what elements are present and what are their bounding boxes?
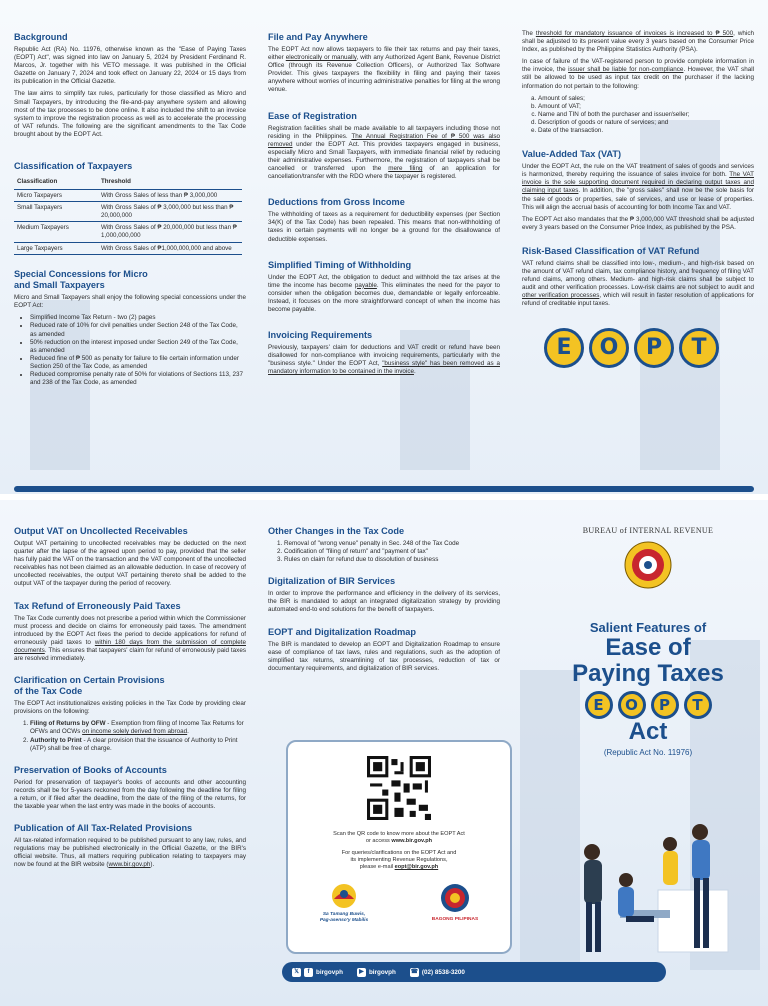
vat-paragraph bbox=[522, 163, 754, 212]
list-item bbox=[30, 737, 246, 753]
title-block bbox=[548, 620, 748, 757]
text-run: . This eliminates the need for the payor to consider when the obligation becomes due, demandable or legally enforceable. Instead, it focuses on the more straightforward concept of when the income has become payable. bbox=[268, 281, 500, 313]
file-pay-paragraph bbox=[268, 46, 500, 95]
table-cell: Medium Taxpayers bbox=[14, 222, 98, 242]
deductions-heading: Deductions from Gross Income bbox=[268, 197, 405, 208]
heading-line: Special Concessions for Micro bbox=[14, 269, 148, 280]
qr-scan-line bbox=[288, 838, 510, 845]
list-item: c. Name and TIN of both the purchaser and issuer/seller; bbox=[538, 111, 754, 119]
preservation-paragraph: Period for preservation of taxpayer's books of accounts and other accounting records shall be for 5-years reckoned from the day following the deadline for filing a return, or if filed after the deadline, from the date of the filing of the returns, for the taxable year when the last entry was made in the books of accounts. bbox=[14, 778, 246, 810]
table-row bbox=[14, 242, 242, 255]
refund-heading: Tax Refund of Erroneously Paid Taxes bbox=[14, 600, 181, 611]
other-changes-heading: Other Changes in the Tax Code bbox=[268, 526, 405, 536]
text-run: , which will result in faster resolution of applications for refund of creditable input taxes. bbox=[522, 292, 754, 308]
text-run: . However, the VAT shall still be allowed to be used as input tax credit on the purchaser if the lacking information do not pertain to the following: bbox=[522, 66, 754, 90]
text-run: - A clear provision that the issuance of Authority to Print (ATP) shall be free of charge. bbox=[30, 736, 238, 752]
list-item: a. Amount of sales; bbox=[538, 95, 754, 103]
text-run: - Exemption from filing of Income Tax Returns for OFWs and OCWs bbox=[30, 720, 244, 736]
column-middle bbox=[268, 526, 500, 677]
eopt-logo bbox=[548, 691, 748, 719]
preservation-heading: Preservation of Books of Accounts bbox=[14, 764, 167, 775]
bagong-pilipinas-icon bbox=[440, 883, 470, 913]
column-left bbox=[14, 526, 246, 873]
front-panel bbox=[0, 0, 768, 494]
campaign-caption: Pag-asenso'y Mabilis bbox=[319, 917, 369, 923]
digitalization-heading: Digitalization of BIR Services bbox=[268, 576, 396, 587]
bold-text: Authority to Print bbox=[30, 736, 82, 744]
file-pay-heading: File and Pay Anywhere bbox=[268, 32, 368, 42]
withholding-paragraph bbox=[268, 274, 500, 314]
table-cell: With Gross Sales of less than ₱ 3,000,000 bbox=[98, 189, 242, 202]
text-run: Previously, taxpayers' claim for deductions and VAT credit or refund have been disallowed for non-compliance with invoicing requirements, particularly with the "business style." Under the EOPT Act, bbox=[268, 344, 500, 368]
text-run: or access bbox=[365, 838, 392, 844]
text-run: In case of failure of the VAT-registered person to provide complete information in the invoice, the bbox=[522, 58, 754, 74]
bir-header bbox=[548, 526, 748, 594]
bold-text: Filing of Returns by OFW bbox=[30, 720, 106, 728]
publication-paragraph bbox=[14, 837, 246, 869]
email-link[interactable]: eopt@bir.gov.ph bbox=[394, 864, 439, 870]
column-middle bbox=[268, 32, 500, 380]
campaign-logo-icon bbox=[327, 883, 361, 909]
phone-icon: ☎ bbox=[410, 968, 419, 975]
list-item: • Reduced fine of ₱ 500 as penalty for failure to file certain information under Section 250 of the Tax Code, as amended bbox=[30, 355, 246, 371]
text-run: , with any Authorized Agent Bank, Revenue District Office (through its Revenue Collection Officers), or Authorized Tax Software Provider. This gives taxpayers the flexibility in filing and paying their taxes anywhere without worries of incurring administrative penalties for filing at the wrong venue. bbox=[268, 54, 500, 94]
refund-paragraph bbox=[14, 615, 246, 664]
heading-line: of the Tax Code bbox=[14, 686, 83, 697]
roadmap-heading: EOPT and Digitalization Roadmap bbox=[268, 626, 417, 637]
query-line bbox=[288, 864, 510, 871]
eopt-letter-e: E bbox=[585, 691, 613, 719]
eopt-letter-p: P bbox=[634, 328, 674, 368]
text-run: Under the EOPT Act, the obligation to deduct and withhold the tax arises at the time the income has become bbox=[268, 273, 500, 289]
footer-contact-bar bbox=[282, 962, 666, 982]
digitalization-paragraph: In order to improve the performance and efficiency in the delivery of its services, the BIR is mandated to adopt an integrated digitalization strategy by providing automated end-to end solutions for the benefit of taxpayers. bbox=[268, 590, 500, 614]
failure-paragraph bbox=[522, 58, 754, 90]
channel-handle[interactable] bbox=[357, 968, 396, 977]
video-channel-icon: ▶ bbox=[357, 968, 366, 977]
title-line: Ease of bbox=[605, 634, 691, 661]
table-cell: Large Taxpayers bbox=[14, 242, 98, 255]
list-item: • Simplified Income Tax Return - two (2) pages bbox=[30, 314, 246, 322]
text-run: of an application for cancellation/transfer with the RDO where the taxpayer is registered. bbox=[268, 165, 501, 181]
background-paragraph: The law aims to simplify tax rules, particularly for those classified as Micro and Small Taxpayers, by introducing the file-and-pay anywhere system and allowing most of the tax processes to be done online. It also included the shift to an invoice system to improve the registration process as well as to accelerate the processing of VAT refunds. The following are the significant amendments to the Tax Code brought about by the EOPT Act. bbox=[14, 90, 246, 138]
list-item: • 50% reduction on the interest imposed under Section 249 of the Tax Code, as amended bbox=[30, 339, 246, 355]
list-item: d. Description of goods or nature of services; and bbox=[538, 119, 754, 127]
text-run: All tax-related information required to be published pursuant to any law, rules, and regulations may be published electronically in the Official Gazette, or the BIR's official website. Thus, all matters requiring publication relating to taxpayers may now be found at the BIR website ( bbox=[14, 837, 246, 869]
eopt-logo bbox=[544, 328, 754, 368]
invoicing-paragraph bbox=[268, 344, 500, 376]
clarification-heading bbox=[14, 675, 246, 697]
underlined-text: on income solely derived from abroad bbox=[82, 728, 188, 736]
text-run: The bbox=[522, 30, 536, 37]
x-twitter-icon: 𝕏 bbox=[292, 968, 301, 977]
underlined-text: payable bbox=[354, 281, 377, 289]
text-run: VAT refund claims shall be classified into low-, medium-, and high-risk based on the amount of VAT refund claim, tax compliance history, and frequency of filing VAT refund claims, among others. Medium- and high-risk claims shall be subject to audit and other verification processes. Low-risk claims are not subject to audit and bbox=[522, 259, 754, 292]
clarification-list bbox=[14, 720, 246, 752]
underlined-text: The VAT invoice is the sole supporting document required in declaring output taxes and claiming input taxes bbox=[522, 171, 754, 195]
website-link[interactable]: www.bir.gov.ph bbox=[108, 861, 151, 869]
back-panel bbox=[0, 500, 768, 1006]
risk-heading: Risk-Based Classification of VAT Refund bbox=[522, 245, 700, 256]
background-heading: Background bbox=[14, 32, 68, 42]
table-row bbox=[14, 189, 242, 202]
bureau-name: BUREAU of INTERNAL REVENUE bbox=[582, 526, 714, 535]
table-cell: Small Taxpayers bbox=[14, 202, 98, 222]
title-line: Act bbox=[628, 718, 668, 745]
list-item: 2. Codification of "filing of return" and "payment of tax" bbox=[284, 548, 500, 556]
eopt-letter-t: T bbox=[684, 691, 712, 719]
phone-contact[interactable] bbox=[410, 968, 465, 977]
background-paragraph: Republic Act (RA) No. 11976, otherwise known as the "Ease of Paying Taxes (EOPT) Act", was signed into law on January 5, 2024 by President Ferdinand R. Marcos, Jr. together with his VETO message. It was published in the Official Gazette on January 7, 2024 and took effect on January 22, 2024 or 15 days from its publication in the Official Gazette. bbox=[14, 46, 246, 86]
qr-card bbox=[286, 740, 512, 954]
query-line: For queries/clarifications on the EOPT Act and bbox=[341, 850, 457, 856]
underlined-text: electronically or manually bbox=[285, 54, 357, 62]
text-run: . bbox=[413, 368, 416, 376]
heading-line: Clarification on Certain Provisions bbox=[14, 675, 165, 686]
table-cell: With Gross Sales of ₱ 3,000,000 but less than ₱ 20,000,000 bbox=[98, 202, 242, 222]
text-run: under the EOPT Act. This provides taxpayers engaged in business, especially Micro and Small Taxpayers, with immediate financial relief by reducing their administrative expenses. Furthermore, the registration of taxpayers shall be cancelled or transferred upon the bbox=[268, 140, 500, 173]
website-link[interactable]: www.bir.gov.ph bbox=[391, 838, 433, 844]
withholding-heading: Simplified Timing of Withholding bbox=[268, 259, 412, 270]
special-concessions-intro: Micro and Small Taxpayers shall enjoy the following special concessions under the EOPT Act: bbox=[14, 294, 246, 310]
registration-paragraph bbox=[268, 125, 500, 182]
bir-seal-icon bbox=[624, 541, 672, 589]
republic-act-number: (Republic Act No. 11976) bbox=[603, 748, 693, 757]
heading-line: and Small Taxpayers bbox=[14, 280, 105, 291]
social-handle[interactable] bbox=[292, 968, 343, 977]
qr-code-icon[interactable] bbox=[367, 756, 431, 820]
text-run: . bbox=[187, 728, 189, 736]
title-line: Salient Features of bbox=[589, 620, 707, 635]
query-line: its implementing Revenue Regulations, bbox=[350, 857, 448, 863]
logo-row bbox=[288, 883, 510, 923]
text-run: The Tax Code currently does not prescribe a period within which the Commissioner must process and decide on claims for erroneously paid taxes. The amendment introduced by the EOPT Act fixes the period to decide applications for refund of erroneously paid taxes to bbox=[14, 614, 246, 646]
table-header-row bbox=[14, 175, 242, 189]
table-row bbox=[14, 222, 242, 242]
phone-number: (02) 8538-3200 bbox=[421, 968, 465, 976]
deductions-paragraph: The withholding of taxes as a requirement for deductibility expenses (per Section 34(K) of the Tax Code) has been repealed. This means that non-withholding of taxes in certain payments will no longer be a ground for the disallowance of deductible expenses. bbox=[268, 211, 500, 243]
invoice-info-list bbox=[522, 95, 754, 135]
people-illustration bbox=[560, 818, 750, 968]
eopt-letter-o: O bbox=[618, 691, 646, 719]
table-row bbox=[14, 202, 242, 222]
eopt-letter-o: O bbox=[589, 328, 629, 368]
text-run: . This ensures that taxpayers' claim for refund of erroneously paid taxes are resolved immediately. bbox=[14, 646, 246, 663]
other-changes-list bbox=[268, 540, 500, 564]
underlined-text: The Annual Registration Fee of ₱ 500 was also removed bbox=[268, 132, 501, 148]
list-item: e. Date of the transaction. bbox=[538, 127, 754, 135]
column-left bbox=[14, 32, 246, 391]
eopt-letter-p: P bbox=[651, 691, 679, 719]
bagong-pilipinas-logo bbox=[432, 883, 478, 923]
campaign-caption: Sa Tamang Buwis, bbox=[322, 912, 366, 917]
channel-handle-text: birgovph bbox=[368, 968, 396, 976]
qr-scan-line: Scan the QR code to know more about the EOPT Act bbox=[333, 831, 465, 837]
invoicing-heading: Invoicing Requirements bbox=[268, 330, 373, 341]
campaign-logo bbox=[320, 883, 368, 923]
threshold-paragraph bbox=[522, 30, 754, 54]
vat-threshold-paragraph: The EOPT Act also mandates that the ₱ 3,000,000 VAT threshold shall be adjusted every 3 years based on the Consumer Price Index, as published by the PSA. bbox=[522, 215, 754, 231]
text-run: , which shall be adjusted to its present value every 3 years based on the Consumer Price Index, as published by the Philippine Statistics Authority (PSA). bbox=[522, 30, 754, 54]
list-item: • Reduced rate of 10% for civil penalties under Section 248 of the Tax Code, as amended bbox=[30, 322, 246, 338]
text-run: ). bbox=[150, 861, 155, 869]
column-right bbox=[522, 30, 754, 368]
text-run: Registration facilities shall be made available to all taxpayers including those not residing in the Philippines. bbox=[268, 124, 500, 140]
publication-heading: Publication of All Tax-Related Provisions bbox=[14, 823, 193, 834]
underlined-text: mere filing bbox=[388, 165, 423, 173]
text-run: The EOPT Act now allows taxpayers to file their tax returns and pay their taxes, either bbox=[268, 46, 500, 62]
output-vat-paragraph: Output VAT pertaining to uncollected receivables may be deducted on the next quarter after the lapse of the agreed upon period to pay, provided that the seller has fully paid the VAT on the transaction and the VAT component of the uncollected receivables has not been claimed as an allowable deduction. In case of recovery of uncollected receivables, the output VAT pertaining thereto shall be added to the output VAT of the taxpayer during the period of recovery. bbox=[14, 540, 246, 588]
list-item: 3. Rules on claim for refund due to dissolution of business bbox=[284, 556, 500, 564]
underlined-text: within 180 days from the submission of complete documents bbox=[14, 638, 246, 654]
title-line: Paying Taxes bbox=[572, 660, 724, 687]
text-run: . In addition, the "gross sales" shall now be the sole basis for the sale of goods or properties, sale of services, and use or lease of properties. This will align the accrual basis of accounting for both Income Tax and VAT. bbox=[522, 187, 754, 211]
concessions-list bbox=[14, 314, 246, 387]
table-cell: Micro Taxpayers bbox=[14, 189, 98, 202]
classification-heading: Classification of Taxpayers bbox=[14, 161, 133, 172]
risk-paragraph bbox=[522, 260, 754, 309]
section-divider bbox=[14, 486, 754, 492]
output-vat-heading: Output VAT on Uncollected Receivables bbox=[14, 526, 188, 536]
list-item bbox=[30, 720, 246, 736]
list-item: • Reduced compromise penalty rate of 50% for violations of Sections 113, 237 and 238 of the Tax Code, as amended bbox=[30, 371, 246, 387]
vat-heading: Value-Added Tax (VAT) bbox=[522, 149, 622, 160]
facebook-icon: f bbox=[304, 968, 313, 977]
text-run: please e-mail bbox=[359, 864, 395, 870]
text-run: Under the EOPT Act, the rule on the VAT treatment of sales of goods and services is harmonized, thereby requiring the issuance of sales invoice for both. bbox=[522, 163, 754, 179]
table-cell: With Gross Sales of ₱1,000,000,000 and above bbox=[98, 242, 242, 255]
roadmap-paragraph: The BIR is mandated to develop an EOPT and Digitalization Roadmap to ensure ease of compliance of tax laws, rules and regulations, such as the adoption of simplified tax returns, streamlining of tax processes, reduction of tax or documentary requirements, and digitalization of BIR services. bbox=[268, 640, 500, 672]
social-handle-text: birgovph bbox=[316, 968, 343, 976]
list-item: b. Amount of VAT; bbox=[538, 103, 754, 111]
bagong-pilipinas-caption: BAGONG PILIPINAS bbox=[431, 917, 479, 922]
eopt-letter-e: E bbox=[544, 328, 584, 368]
special-concessions-heading bbox=[14, 269, 246, 291]
column-header: Threshold bbox=[98, 175, 242, 189]
underlined-text: threshold for mandatory issuance of invoices is increased to ₱ 500 bbox=[535, 30, 734, 37]
underlined-text: "business style" has been removed as a mandatory information to be contained in the invoice bbox=[268, 360, 500, 376]
eopt-letter-t: T bbox=[679, 328, 719, 368]
underlined-text: other verification processes bbox=[522, 292, 600, 300]
registration-heading: Ease of Registration bbox=[268, 110, 357, 121]
underlined-text: issuer shall be liable for non-compliance bbox=[568, 66, 684, 74]
clarification-intro: The EOPT Act institutionalizes existing policies in the Tax Code by providing clear provisions on the following: bbox=[14, 700, 246, 716]
list-item: 1. Removal of "wrong venue" penalty in Sec. 248 of the Tax Code bbox=[284, 540, 500, 548]
column-header: Classification bbox=[14, 175, 98, 189]
table-cell: With Gross Sales of ₱ 20,000,000 but less than ₱ 1,000,000,000 bbox=[98, 222, 242, 242]
classification-table bbox=[14, 175, 242, 255]
